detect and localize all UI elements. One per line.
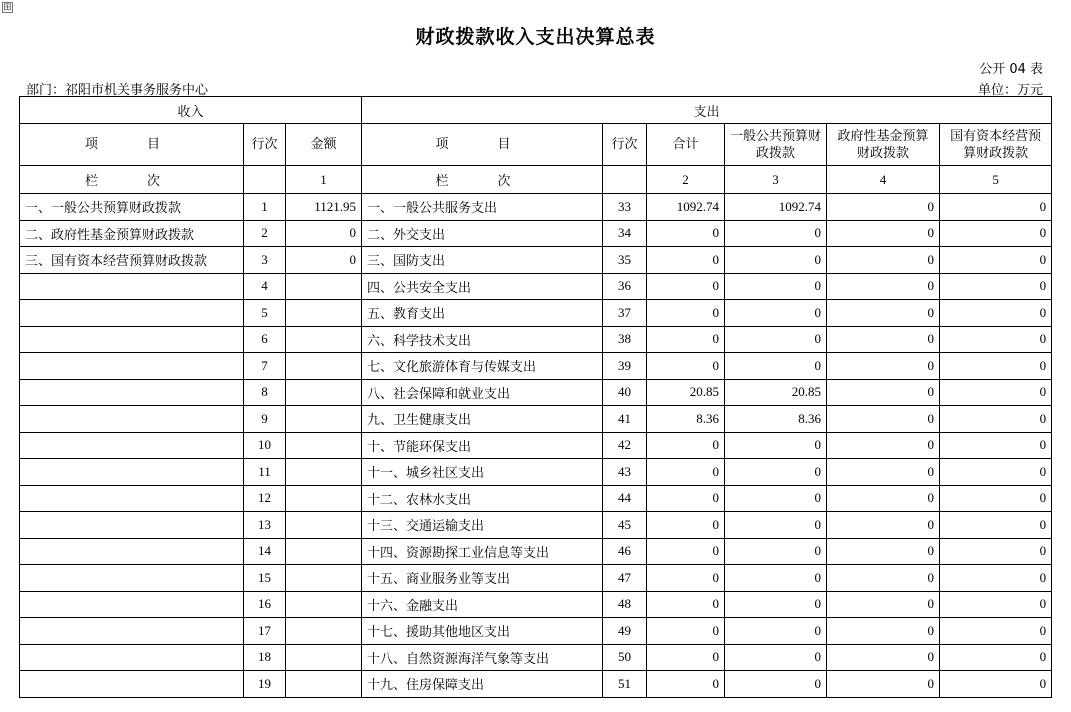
total-cell: 0 — [647, 353, 725, 380]
income-item-cell — [20, 353, 244, 380]
expense-row-no-cell: 51 — [603, 671, 647, 698]
state-capital-cell: 0 — [940, 406, 1052, 433]
table-row — [20, 512, 1052, 539]
income-amount-cell: 0 — [286, 247, 362, 274]
gov-fund-cell: 0 — [827, 432, 940, 459]
expense-item-cell: 十一、城乡社区支出 — [362, 459, 603, 486]
income-row-no-cell: 7 — [244, 353, 286, 380]
income-amount-cell — [286, 644, 362, 671]
income-amount-cell — [286, 618, 362, 645]
expense-item-cell: 十二、农林水支出 — [362, 485, 603, 512]
table-row — [20, 220, 1052, 247]
total-cell: 0 — [647, 273, 725, 300]
income-item-cell — [20, 618, 244, 645]
income-item-cell: 三、国有资本经营预算财政拨款 — [20, 247, 244, 274]
income-item-cell — [20, 432, 244, 459]
total-cell: 0 — [647, 538, 725, 565]
income-row-no-cell: 5 — [244, 300, 286, 327]
state-capital-cell: 0 — [940, 220, 1052, 247]
state-capital-cell: 0 — [940, 326, 1052, 353]
expense-item-cell: 一、一般公共服务支出 — [362, 194, 603, 221]
income-row-no-cell: 8 — [244, 379, 286, 406]
general-budget-cell: 0 — [725, 671, 827, 698]
income-amount-cell — [286, 379, 362, 406]
income-row-no-cell: 15 — [244, 565, 286, 592]
income-item-header: 项 目 — [20, 124, 244, 166]
income-item-cell — [20, 406, 244, 433]
budget-table — [19, 96, 1052, 698]
income-amount-cell — [286, 300, 362, 327]
general-budget-cell: 1092.74 — [725, 194, 827, 221]
table-code: 公开 04 表 — [979, 62, 1043, 77]
income-item-cell — [20, 326, 244, 353]
expense-item-cell: 七、文化旅游体育与传媒支出 — [362, 353, 603, 380]
expense-row-no-cell: 48 — [603, 591, 647, 618]
expense-item-cell: 十六、金融支出 — [362, 591, 603, 618]
expense-row-no-header: 行次 — [603, 124, 647, 166]
state-capital-cell: 0 — [940, 512, 1052, 539]
expense-row-no-cell: 34 — [603, 220, 647, 247]
income-amount-cell — [286, 353, 362, 380]
blank-cell — [244, 166, 286, 194]
table-row — [20, 379, 1052, 406]
general-budget-cell: 0 — [725, 512, 827, 539]
col-number: 4 — [827, 166, 940, 194]
income-amount-cell — [286, 512, 362, 539]
income-amount-cell — [286, 406, 362, 433]
general-budget-header: 一般公共预算财政拨款 — [725, 124, 827, 166]
total-cell: 0 — [647, 220, 725, 247]
total-cell: 0 — [647, 565, 725, 592]
header-row-columns — [20, 124, 1052, 166]
income-item-cell — [20, 459, 244, 486]
state-capital-cell: 0 — [940, 485, 1052, 512]
general-budget-cell: 0 — [725, 459, 827, 486]
gov-fund-cell: 0 — [827, 406, 940, 433]
expense-header: 支出 — [362, 97, 1052, 124]
state-capital-cell: 0 — [940, 300, 1052, 327]
income-row-no-cell: 4 — [244, 273, 286, 300]
general-budget-cell: 0 — [725, 432, 827, 459]
amount-header: 金额 — [286, 124, 362, 166]
income-item-cell — [20, 591, 244, 618]
total-cell: 0 — [647, 247, 725, 274]
table-row — [20, 273, 1052, 300]
gov-fund-cell: 0 — [827, 538, 940, 565]
total-cell: 1092.74 — [647, 194, 725, 221]
gov-fund-cell: 0 — [827, 300, 940, 327]
income-row-no-cell: 11 — [244, 459, 286, 486]
gov-fund-cell: 0 — [827, 644, 940, 671]
state-capital-cell: 0 — [940, 379, 1052, 406]
gov-fund-cell: 0 — [827, 379, 940, 406]
income-row-no-cell: 18 — [244, 644, 286, 671]
expense-row-no-cell: 36 — [603, 273, 647, 300]
general-budget-cell: 8.36 — [725, 406, 827, 433]
income-row-no-header: 行次 — [244, 124, 286, 166]
blank-cell — [603, 166, 647, 194]
general-budget-cell: 0 — [725, 220, 827, 247]
general-budget-cell: 0 — [725, 644, 827, 671]
state-capital-cell: 0 — [940, 644, 1052, 671]
expense-row-no-cell: 38 — [603, 326, 647, 353]
gov-fund-cell: 0 — [827, 459, 940, 486]
expense-row-no-cell: 44 — [603, 485, 647, 512]
department-label: 部门：祁阳市机关事务服务中心 — [26, 83, 209, 98]
income-amount-cell — [286, 485, 362, 512]
gov-fund-cell: 0 — [827, 565, 940, 592]
expense-item-cell: 十五、商业服务业等支出 — [362, 565, 603, 592]
state-capital-cell: 0 — [940, 459, 1052, 486]
table-row — [20, 538, 1052, 565]
expense-item-cell: 十八、自然资源海洋气象等支出 — [362, 644, 603, 671]
gov-fund-cell: 0 — [827, 353, 940, 380]
income-item-cell — [20, 273, 244, 300]
state-capital-cell: 0 — [940, 247, 1052, 274]
col-number: 2 — [647, 166, 725, 194]
expense-item-header: 项 目 — [362, 124, 603, 166]
income-row-no-cell: 17 — [244, 618, 286, 645]
state-capital-cell: 0 — [940, 353, 1052, 380]
income-amount-cell — [286, 432, 362, 459]
expense-column-label: 栏 次 — [362, 166, 603, 194]
general-budget-cell: 20.85 — [725, 379, 827, 406]
state-capital-cell: 0 — [940, 671, 1052, 698]
income-amount-cell — [286, 326, 362, 353]
gov-fund-header: 政府性基金预算财政拨款 — [827, 124, 940, 166]
table-move-handle-icon[interactable]: ⊞ — [3, 2, 12, 13]
total-cell: 20.85 — [647, 379, 725, 406]
table-row — [20, 565, 1052, 592]
state-capital-cell: 0 — [940, 432, 1052, 459]
unit-label: 单位：万元 — [977, 83, 1043, 98]
income-row-no-cell: 16 — [244, 591, 286, 618]
general-budget-cell: 0 — [725, 353, 827, 380]
general-budget-cell: 0 — [725, 485, 827, 512]
general-budget-cell: 0 — [725, 618, 827, 645]
expense-row-no-cell: 45 — [603, 512, 647, 539]
income-item-cell: 二、政府性基金预算财政拨款 — [20, 220, 244, 247]
income-item-cell — [20, 512, 244, 539]
general-budget-cell: 0 — [725, 591, 827, 618]
income-row-no-cell: 14 — [244, 538, 286, 565]
col-number: 5 — [940, 166, 1052, 194]
state-capital-cell: 0 — [940, 618, 1052, 645]
table-row — [20, 247, 1052, 274]
total-cell: 0 — [647, 326, 725, 353]
state-capital-cell: 0 — [940, 194, 1052, 221]
expense-row-no-cell: 42 — [603, 432, 647, 459]
expense-item-cell: 三、国防支出 — [362, 247, 603, 274]
table-row — [20, 194, 1052, 221]
expense-row-no-cell: 37 — [603, 300, 647, 327]
general-budget-cell: 0 — [725, 326, 827, 353]
expense-item-cell: 四、公共安全支出 — [362, 273, 603, 300]
income-item-cell — [20, 644, 244, 671]
total-cell: 0 — [647, 432, 725, 459]
expense-item-cell: 五、教育支出 — [362, 300, 603, 327]
table-row — [20, 671, 1052, 698]
expense-row-no-cell: 47 — [603, 565, 647, 592]
gov-fund-cell: 0 — [827, 671, 940, 698]
table-row — [20, 326, 1052, 353]
header-row-column-numbers — [20, 166, 1052, 194]
expense-row-no-cell: 43 — [603, 459, 647, 486]
gov-fund-cell: 0 — [827, 591, 940, 618]
total-cell: 0 — [647, 485, 725, 512]
general-budget-cell: 0 — [725, 273, 827, 300]
expense-row-no-cell: 35 — [603, 247, 647, 274]
gov-fund-cell: 0 — [827, 326, 940, 353]
state-capital-cell: 0 — [940, 273, 1052, 300]
expense-item-cell: 十九、住房保障支出 — [362, 671, 603, 698]
total-cell: 0 — [647, 300, 725, 327]
income-row-no-cell: 2 — [244, 220, 286, 247]
expense-row-no-cell: 46 — [603, 538, 647, 565]
table-row — [20, 591, 1052, 618]
income-amount-cell — [286, 273, 362, 300]
table-row — [20, 406, 1052, 433]
table-row — [20, 300, 1052, 327]
gov-fund-cell: 0 — [827, 194, 940, 221]
expense-item-cell: 八、社会保障和就业支出 — [362, 379, 603, 406]
income-amount-cell — [286, 459, 362, 486]
income-amount-cell — [286, 671, 362, 698]
income-item-cell — [20, 485, 244, 512]
income-row-no-cell: 12 — [244, 485, 286, 512]
income-header: 收入 — [20, 97, 362, 124]
expense-row-no-cell: 39 — [603, 353, 647, 380]
income-amount-cell — [286, 565, 362, 592]
total-cell: 0 — [647, 512, 725, 539]
expense-row-no-cell: 50 — [603, 644, 647, 671]
col-number: 1 — [286, 166, 362, 194]
expense-item-cell: 十三、交通运输支出 — [362, 512, 603, 539]
total-cell: 0 — [647, 644, 725, 671]
total-cell: 8.36 — [647, 406, 725, 433]
expense-item-cell: 二、外交支出 — [362, 220, 603, 247]
total-cell: 0 — [647, 591, 725, 618]
table-row — [20, 353, 1052, 380]
income-amount-cell — [286, 591, 362, 618]
expense-row-no-cell: 49 — [603, 618, 647, 645]
header-row-sections — [20, 97, 1052, 124]
state-capital-cell: 0 — [940, 565, 1052, 592]
income-item-cell — [20, 671, 244, 698]
income-row-no-cell: 13 — [244, 512, 286, 539]
state-capital-cell: 0 — [940, 538, 1052, 565]
income-item-cell — [20, 538, 244, 565]
general-budget-cell: 0 — [725, 538, 827, 565]
gov-fund-cell: 0 — [827, 220, 940, 247]
general-budget-cell: 0 — [725, 247, 827, 274]
income-column-label: 栏 次 — [20, 166, 244, 194]
expense-item-cell: 六、科学技术支出 — [362, 326, 603, 353]
table-row — [20, 459, 1052, 486]
income-row-no-cell: 19 — [244, 671, 286, 698]
income-row-no-cell: 3 — [244, 247, 286, 274]
income-row-no-cell: 9 — [244, 406, 286, 433]
gov-fund-cell: 0 — [827, 618, 940, 645]
col-number: 3 — [725, 166, 827, 194]
income-row-no-cell: 1 — [244, 194, 286, 221]
total-cell: 0 — [647, 459, 725, 486]
expense-row-no-cell: 33 — [603, 194, 647, 221]
expense-row-no-cell: 40 — [603, 379, 647, 406]
income-item-cell — [20, 300, 244, 327]
table-row — [20, 618, 1052, 645]
table-row — [20, 485, 1052, 512]
expense-item-cell: 十七、援助其他地区支出 — [362, 618, 603, 645]
general-budget-cell: 0 — [725, 300, 827, 327]
state-capital-cell: 0 — [940, 591, 1052, 618]
total-cell: 0 — [647, 671, 725, 698]
income-row-no-cell: 10 — [244, 432, 286, 459]
income-amount-cell: 1121.95 — [286, 194, 362, 221]
income-row-no-cell: 6 — [244, 326, 286, 353]
gov-fund-cell: 0 — [827, 273, 940, 300]
income-amount-cell: 0 — [286, 220, 362, 247]
general-budget-cell: 0 — [725, 565, 827, 592]
total-cell: 0 — [647, 618, 725, 645]
page-title: 财政拨款收入支出决算总表 — [415, 26, 656, 48]
income-item-cell — [20, 379, 244, 406]
expense-row-no-cell: 41 — [603, 406, 647, 433]
gov-fund-cell: 0 — [827, 247, 940, 274]
income-amount-cell — [286, 538, 362, 565]
state-capital-header: 国有资本经营预算财政拨款 — [940, 124, 1052, 166]
table-row — [20, 432, 1052, 459]
gov-fund-cell: 0 — [827, 512, 940, 539]
income-item-cell — [20, 565, 244, 592]
total-header: 合计 — [647, 124, 725, 166]
expense-item-cell: 十四、资源勘探工业信息等支出 — [362, 538, 603, 565]
expense-item-cell: 十、节能环保支出 — [362, 432, 603, 459]
expense-item-cell: 九、卫生健康支出 — [362, 406, 603, 433]
table-row — [20, 644, 1052, 671]
gov-fund-cell: 0 — [827, 485, 940, 512]
income-item-cell: 一、一般公共预算财政拨款 — [20, 194, 244, 221]
